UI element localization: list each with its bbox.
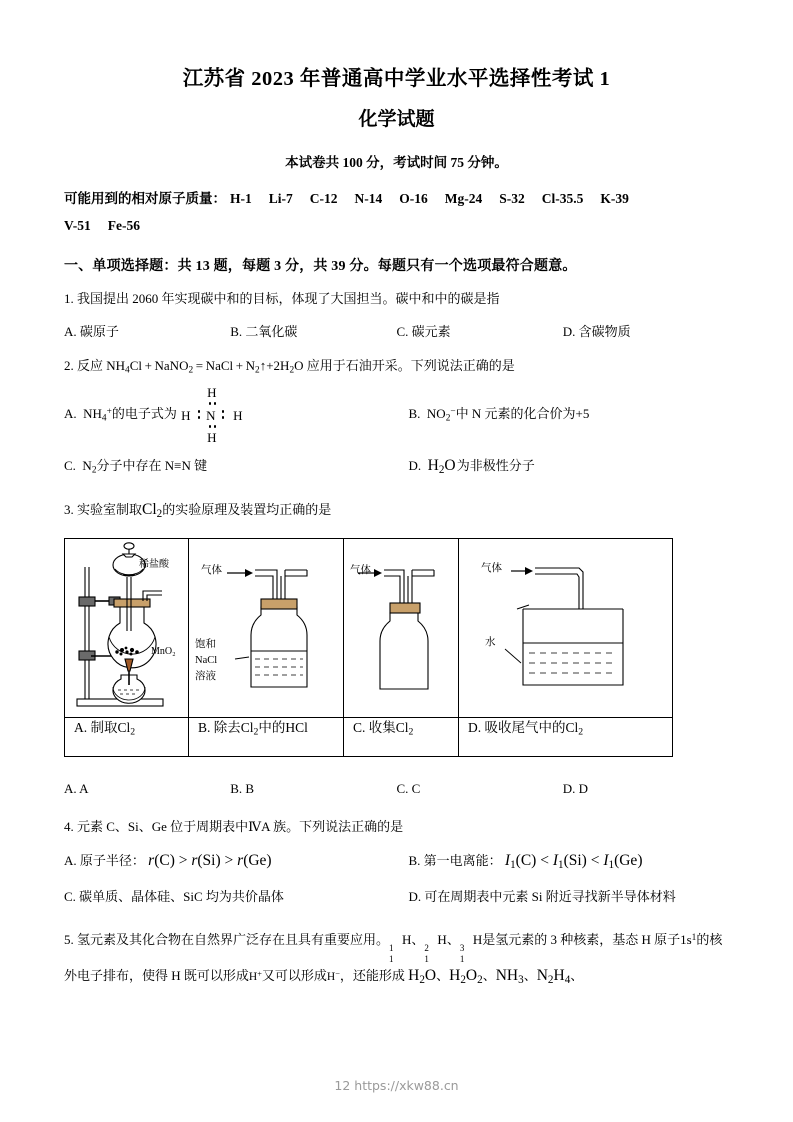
atomic-mass-line-1 <box>64 171 729 212</box>
exam-meta: 本试卷共 100 分，考试时间 75 分钟。 <box>285 155 508 171</box>
apparatus-label-d-text: 吸收尾气中的Cl <box>484 720 579 736</box>
question-1 <box>64 275 729 342</box>
option-b[interactable]: B. $NO_2^-$中 N 元素的化合价为+5 <box>408 406 590 424</box>
apparatus-label-c-sub: 2 <box>408 726 414 738</box>
answer-c[interactable]: C. C <box>396 781 421 797</box>
apparatus-label-a-letter: A. <box>74 720 88 736</box>
apparatus-label-a <box>65 718 188 756</box>
apparatus-diagram-b <box>189 539 343 717</box>
answer-a[interactable]: A. A <box>64 781 89 797</box>
option-a[interactable]: A. 碳原子 <box>64 324 119 340</box>
footer-watermark: 12 https://xkw88.cn <box>334 1078 459 1093</box>
apparatus-label-a-text: 制取Cl <box>90 720 131 736</box>
question-5-text-b: 是氢元素的 3 种核素，基态 H 原 <box>482 931 668 947</box>
question-5: 5. 氢元素及其化合物在自然界广泛存在且具有重要应用。 1 1 H、 2 1 H、 3 1 H是氢元素的 3 种核素，基态 H 原子$1s^1$的核外电子排布，使得 H 既可以形成H+又可以形成H−，还能形成 $H_2O$、$H_2O_2$、$NH_3$、$N_2H_4$、 <box>64 931 723 987</box>
lewis-h-bottom: H <box>207 430 217 446</box>
question-2-options-row2 <box>64 444 729 479</box>
apparatus-label-cell-c <box>344 718 459 757</box>
apparatus-label-b-tail: 中的HCl <box>258 720 308 736</box>
page-title: 江苏省 2023 年普通高中学业水平选择性考试 1 <box>182 68 611 90</box>
apparatus-label-row <box>65 718 673 757</box>
atomic-mass-item: Li-7 <box>268 191 293 207</box>
question-3-stem: 3. 实验室制取$Cl_2$的实验原理及装置均正确的是 <box>64 500 332 520</box>
apparatus-label-d-sub: 2 <box>578 726 584 738</box>
option-a[interactable] <box>64 849 397 874</box>
lewis-h-left: H <box>181 408 191 424</box>
atomic-mass-item: O-16 <box>399 191 428 207</box>
option-c[interactable]: C. 碳单质、晶体硅、SiC 均为共价晶体 <box>64 888 284 904</box>
question-4 <box>64 799 729 907</box>
apparatus-label-b-text: 除去Cl <box>213 720 254 736</box>
question-4-options-row2 <box>64 875 729 907</box>
compound-h2o2: $H_2O_2$ <box>449 967 483 987</box>
apparatus-label-cell-b <box>189 718 344 757</box>
annotation-solution: 溶液 <box>195 671 216 683</box>
apparatus-label-b <box>189 718 343 756</box>
option-a-expression: r(C) > r(Si) > r(Ge) <box>148 852 272 870</box>
apparatus-label-c-text: 收集Cl <box>368 720 409 736</box>
annotation-gas-inlet: 气体 <box>350 565 371 577</box>
option-b-expression: $I_1(C) < I_1(Si) < I_1(Ge)$ <box>504 852 643 872</box>
atomic-mass-item: K-39 <box>600 191 629 207</box>
option-b-label: B. 第一电离能： <box>408 853 502 869</box>
apparatus-a-svg <box>65 539 189 717</box>
apparatus-diagram-row <box>65 539 673 718</box>
option-a-label: A. 原子半径： <box>64 853 145 869</box>
atomic-mass-item: N-14 <box>354 191 383 207</box>
atomic-mass-item: Fe-56 <box>107 217 140 233</box>
apparatus-cell-a <box>65 539 189 718</box>
question-2 <box>64 342 729 480</box>
atomic-mass-item: Mg-24 <box>444 191 483 207</box>
atomic-mass-item: S-32 <box>499 191 525 207</box>
compound-nh3: $NH_3$ <box>495 967 524 987</box>
question-1-options <box>64 309 729 342</box>
option-d[interactable]: D. 含碳物质 <box>562 324 631 340</box>
apparatus-label-cell-d <box>459 718 673 757</box>
annotation-gas-inlet: 气体 <box>481 563 502 575</box>
apparatus-diagram-a <box>65 539 188 717</box>
atomic-mass-item: V-51 <box>64 217 91 233</box>
lewis-h-top: H <box>207 385 217 401</box>
option-d[interactable]: D. 可在周期表中元素 Si 附近寻找新半导体材料 <box>408 888 676 904</box>
option-b[interactable]: B. 二氧化碳 <box>230 324 298 340</box>
option-b[interactable] <box>397 849 730 874</box>
answer-b[interactable]: B. B <box>230 781 255 797</box>
lewis-h-right: H <box>233 408 243 424</box>
annotation-mno2: MnO₂ <box>151 646 176 658</box>
lewis-n-center: N <box>206 408 216 424</box>
h-anion: H− <box>326 969 340 984</box>
annotation-nacl: NaCl <box>195 655 218 667</box>
question-2-options-row1 <box>64 378 729 444</box>
question-4-options-row1 <box>64 837 729 874</box>
apparatus-label-b-sub: 2 <box>253 726 259 738</box>
apparatus-label-c <box>344 718 458 756</box>
atomic-mass-label: 可能用到的相对原子质量： <box>64 191 226 207</box>
option-c[interactable]: C. $N_2$分子中存在 N≡N 键 <box>64 458 208 476</box>
annotation-gas-inlet: 气体 <box>201 565 222 577</box>
isotope-h3-el: H <box>472 931 483 947</box>
apparatus-label-cell-a <box>65 718 189 757</box>
apparatus-table <box>64 538 673 757</box>
apparatus-label-d <box>459 718 672 756</box>
apparatus-label-a-sub: 2 <box>130 726 136 738</box>
isotope-h2-el: H <box>437 931 447 947</box>
atomic-mass-line-2 <box>64 213 729 239</box>
page-subtitle: 化学试题 <box>358 108 435 130</box>
atomic-mass-item: C-12 <box>309 191 338 207</box>
apparatus-cell-b <box>189 539 344 718</box>
annotation-water: 水 <box>485 637 496 649</box>
option-d[interactable]: D. $H_2O$ 为非极性分子 <box>408 457 535 477</box>
apparatus-diagram-d <box>459 539 672 717</box>
apparatus-cell-d <box>459 539 673 718</box>
annotation-saturated: 饱和 <box>195 639 216 651</box>
question-3 <box>64 480 729 800</box>
isotope-h1-el: H <box>402 931 412 947</box>
atomic-mass-item: H-1 <box>230 191 252 207</box>
atomic-mass-item: Cl-35.5 <box>541 191 584 207</box>
apparatus-cell-c <box>344 539 459 718</box>
question-2-stem: 2. 反应 $NH_4Cl$ + NaNO$_2$ = NaCl + $N_2↑+2H_2O$ 应用于石油开采。下列说法正确的是 <box>64 358 515 376</box>
question-4-stem: 4. 元素 C、Si、Ge 位于周期表中ⅣA 族。下列说法正确的是 <box>64 819 404 835</box>
h-cation: H+ <box>248 969 262 984</box>
question-3-answers <box>64 757 729 799</box>
annotation-dilute-hcl: 稀盐酸 <box>139 559 169 571</box>
apparatus-label-c-letter: C. <box>353 720 366 736</box>
answer-d[interactable]: D. D <box>562 781 589 797</box>
compound-n2h4: $N_2H_4$ <box>536 967 571 987</box>
section-heading: 一、单项选择题：共 13 题，每题 3 分，共 39 分。每题只有一个选项最符合题意。 <box>64 258 577 274</box>
compound-h2o: $H_2O$ <box>408 967 437 987</box>
apparatus-label-b-letter: B. <box>198 720 211 736</box>
question-1-stem: 1. 我国提出 2060 年实现碳中和的目标，体现了大国担当。碳中和中的碳是指 <box>64 290 500 306</box>
option-a[interactable]: A. $NH_4^+$的电子式为 H H H H N <box>64 385 243 446</box>
option-c[interactable]: C. 碳元素 <box>396 324 451 340</box>
question-5-text-a: 5. 氢元素及其化合物在自然界广泛存在且具有重要应用。 <box>64 931 390 947</box>
apparatus-label-d-letter: D. <box>468 720 482 736</box>
lewis-structure-nh4 <box>181 386 243 444</box>
apparatus-diagram-c <box>344 539 458 717</box>
